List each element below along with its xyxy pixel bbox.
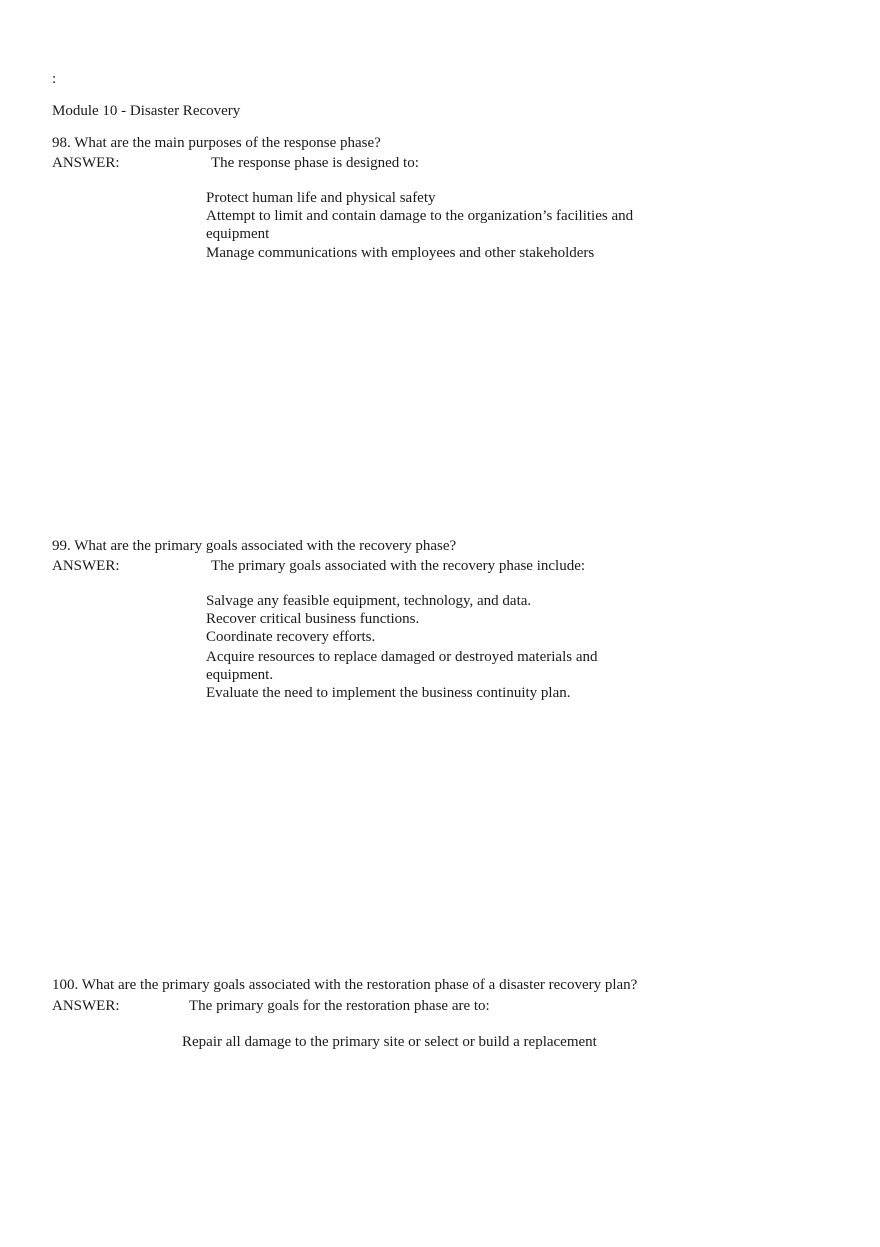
question-text: 98. What are the main purposes of the response phase? [52,135,381,151]
question-text: 100. What are the primary goals associated with the restoration phase of a disaster recovery plan? [52,977,638,993]
answer-item: Protect human life and physical safety [206,190,436,206]
answer-label: ANSWER: [52,558,120,574]
answer-item: Evaluate the need to implement the business continuity plan. [206,685,571,701]
answer-item: Recover critical business functions. [206,611,420,627]
answer-item: Coordinate recovery efforts. [206,629,376,645]
module-title: Module 10 - Disaster Recovery [52,103,241,119]
answer-label: ANSWER: [52,998,120,1014]
answer-item: Attempt to limit and contain damage to the organization’s facilities and equipment [206,208,634,242]
answer-label: ANSWER: [52,155,120,171]
question-text: 99. What are the primary goals associated with the recovery phase? [52,538,457,554]
answer-item: Repair all damage to the primary site or select or build a replacement [182,1034,597,1050]
answer-intro: The response phase is designed to: [211,155,419,171]
answer-item: Acquire resources to replace damaged or destroyed materials and equipment. [206,649,598,683]
answer-item: Salvage any feasible equipment, technology, and data. [206,593,532,609]
answer-item: Manage communications with employees and other stakeholders [206,245,595,261]
answer-intro: The primary goals associated with the recovery phase include: [211,558,586,574]
answer-intro: The primary goals for the restoration phase are to: [189,998,490,1014]
colon-mark: : [52,71,57,87]
